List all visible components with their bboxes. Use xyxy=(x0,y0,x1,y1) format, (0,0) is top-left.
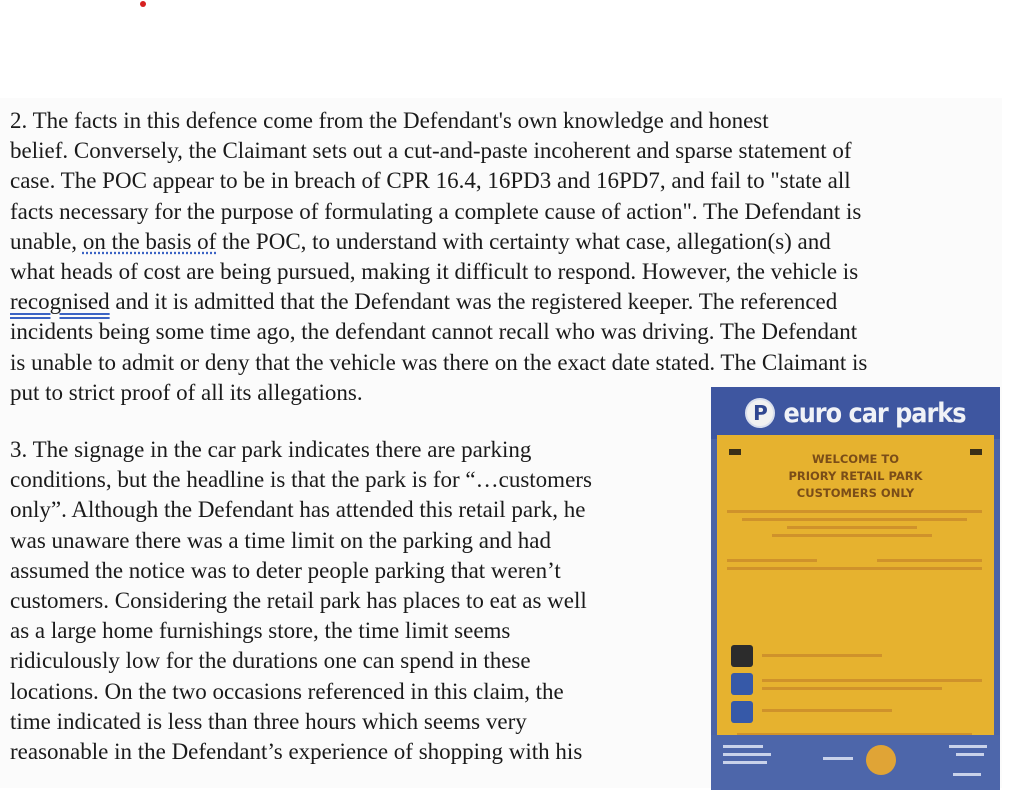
sign-footer xyxy=(711,735,1000,790)
paragraph-2 xyxy=(10,106,1000,408)
sign-line: PRIORY RETAIL PARK xyxy=(788,469,923,483)
footer-print xyxy=(823,757,853,760)
text-line: only”. Although the Defendant has attended this retail park, he xyxy=(10,497,586,523)
text-line: 2. The facts in this defence come from the Defendant's own knowledge and honest xyxy=(10,108,769,133)
text-line: as a large home furnishings store, the time limit seems xyxy=(10,618,511,644)
text-line: facts necessary for the purpose of formulating a complete cause of action". The Defendant is xyxy=(10,198,862,224)
footer-print xyxy=(723,761,767,764)
parent-parking-icon xyxy=(731,701,753,723)
footer-print xyxy=(949,745,987,748)
parking-p-icon: P xyxy=(745,398,775,428)
text-line xyxy=(10,287,1000,317)
grammar-suggestion-underline[interactable]: on the basis of xyxy=(82,228,217,254)
sign-welcome-text xyxy=(717,451,994,502)
text-line: reasonable in the Defendant’s experience of shopping with his xyxy=(10,739,583,765)
text-line xyxy=(10,227,1000,257)
parking-sign-photo xyxy=(711,387,1000,790)
fine-print xyxy=(762,709,892,712)
sign-brand: euro car parks xyxy=(783,397,966,429)
fine-print xyxy=(742,518,967,521)
fine-print xyxy=(772,534,932,537)
footer-print xyxy=(723,745,763,748)
disabled-parking-icon xyxy=(731,673,753,695)
fine-print xyxy=(762,687,942,690)
text-line: what heads of cost are being pursued, making it difficult to respond. However, the vehicle is xyxy=(10,259,859,285)
clock-icon xyxy=(731,645,753,667)
text-line: case. The POC appear to be in breach of CPR 16.4, 16PD3 and 16PD7, and fail to "state all xyxy=(10,168,851,194)
sign-line: CUSTOMERS ONLY xyxy=(796,486,915,500)
text-line: locations. On the two occasions referenced in this claim, the xyxy=(10,678,564,704)
fine-print xyxy=(727,559,817,562)
text-line: customers. Considering the retail park has places to eat as well xyxy=(10,588,587,614)
fine-print xyxy=(787,526,917,529)
sign-line: WELCOME TO xyxy=(811,452,899,466)
text-line: 3. The signage in the car park indicates there are parking xyxy=(10,437,532,462)
text-line: belief. Conversely, the Claimant sets out a cut-and-paste incoherent and sparse statement of xyxy=(10,138,852,164)
award-medal-icon xyxy=(866,745,896,775)
text-segment: the POC, to understand with certainty what case, allegation(s) and xyxy=(216,228,831,254)
red-dot-marker xyxy=(140,1,146,7)
footer-print xyxy=(953,773,981,776)
text-line: assumed the notice was to deter people parking that weren’t xyxy=(10,557,561,583)
sign-body xyxy=(717,435,994,735)
text-line: incidents being some time ago, the defendant cannot recall who was driving. The Defendant xyxy=(10,319,858,345)
text-line: time indicated is less than three hours which seems very xyxy=(10,708,527,734)
fine-print xyxy=(762,654,882,657)
sign-header xyxy=(711,387,1000,439)
text-segment: unable, xyxy=(10,228,83,254)
paragraph-3 xyxy=(10,435,690,767)
text-segment: and it is admitted that the Defendant was the registered keeper. The referenced xyxy=(109,289,838,315)
fine-print xyxy=(727,567,982,570)
fine-print xyxy=(762,679,982,682)
text-line: ridiculously low for the durations one can spend in these xyxy=(10,648,531,674)
text-line: is unable to admit or deny that the vehicle was there on the exact date stated. The Claimant is xyxy=(10,349,868,375)
footer-print xyxy=(956,753,984,756)
text-line: was unaware there was a time limit on the parking and had xyxy=(10,527,551,553)
text-line: conditions, but the headline is that the park is for “…customers xyxy=(10,467,592,493)
footer-print xyxy=(723,753,771,756)
fine-print xyxy=(877,559,982,562)
spelling-suggestion-underline[interactable]: recognised xyxy=(10,289,110,315)
fine-print xyxy=(727,510,982,513)
text-line: put to strict proof of all its allegations. xyxy=(10,379,363,405)
